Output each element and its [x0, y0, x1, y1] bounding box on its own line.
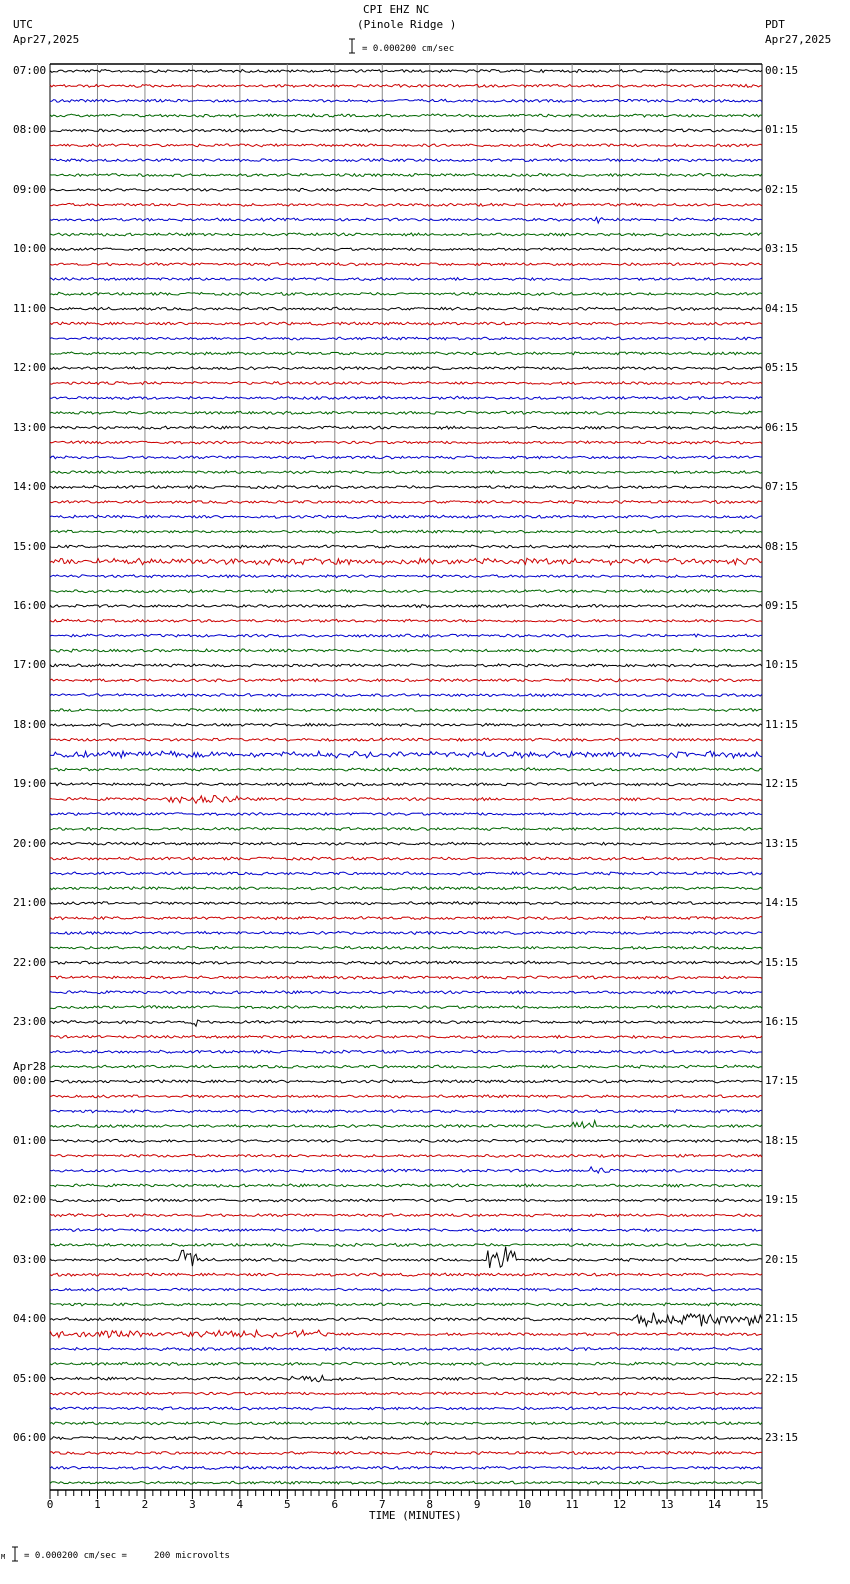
right-timezone: PDT — [765, 18, 785, 31]
seismic-trace — [50, 396, 762, 399]
seismic-trace — [50, 1035, 762, 1038]
seismic-trace — [50, 1020, 762, 1026]
x-tick-label: 5 — [284, 1498, 291, 1511]
utc-hour-label: 18:00 — [13, 717, 47, 731]
utc-hour-label: 00:00 — [13, 1074, 47, 1088]
seismic-trace — [50, 558, 762, 565]
utc-hour-label: 15:00 — [13, 539, 47, 553]
seismic-trace — [50, 500, 762, 503]
left-timezone: UTC — [13, 18, 33, 31]
seismic-trace — [50, 1313, 762, 1327]
seismic-trace — [50, 307, 762, 310]
pdt-hour-label: 13:15 — [765, 836, 799, 850]
footer-scale-text: = 0.000200 cm/sec = 200 microvolts — [24, 1551, 230, 1561]
utc-hour-label: 22:00 — [13, 955, 47, 969]
pdt-hour-label: 19:15 — [765, 1193, 799, 1207]
seismic-trace — [50, 545, 762, 548]
seismic-trace — [50, 946, 762, 949]
seismic-trace — [50, 1110, 762, 1113]
pdt-hour-label: 17:15 — [765, 1074, 799, 1088]
seismic-trace — [50, 1330, 762, 1338]
seismic-trace — [50, 1214, 762, 1217]
seismic-trace — [50, 426, 762, 429]
seismic-trace — [50, 411, 762, 414]
utc-hour-label: 06:00 — [13, 1431, 47, 1445]
pdt-hour-label: 06:15 — [765, 420, 799, 434]
seismic-trace — [50, 1362, 762, 1365]
seismic-trace — [50, 1050, 762, 1053]
pdt-hour-label: 18:15 — [765, 1133, 799, 1147]
x-tick-label: 6 — [331, 1498, 339, 1511]
seismic-trace — [50, 1080, 762, 1083]
utc-hour-label: 01:00 — [13, 1133, 47, 1147]
utc-hour-label: 11:00 — [13, 301, 47, 315]
seismic-trace — [50, 887, 762, 890]
utc-hour-label: 10:00 — [13, 242, 47, 256]
seismic-trace — [50, 292, 762, 295]
pdt-hour-label: 08:15 — [765, 539, 799, 553]
utc-hour-label: 04:00 — [13, 1312, 47, 1326]
seismic-trace — [50, 1006, 762, 1009]
seismic-trace — [50, 1243, 762, 1246]
pdt-hour-label: 09:15 — [765, 598, 799, 612]
station-title: CPI EHZ NC — [363, 3, 430, 16]
utc-hour-label: 03:00 — [13, 1252, 47, 1266]
seismic-trace — [50, 783, 762, 786]
seismic-trace — [50, 114, 762, 117]
x-tick-label: 10 — [518, 1498, 532, 1511]
seismic-trace — [50, 796, 762, 804]
utc-hour-label: 12:00 — [13, 361, 47, 375]
seismic-trace — [50, 1451, 762, 1454]
seismic-trace — [50, 1065, 762, 1068]
pdt-hour-label: 20:15 — [765, 1252, 799, 1266]
seismic-trace — [50, 917, 762, 920]
seismic-trace — [50, 1347, 762, 1350]
pdt-hour-label: 00:15 — [765, 64, 799, 77]
utc-hour-label: 05:00 — [13, 1371, 47, 1385]
seismic-trace — [50, 1437, 762, 1440]
pdt-hour-label: 12:15 — [765, 777, 799, 791]
seismic-trace — [50, 679, 762, 682]
seismic-trace — [50, 337, 762, 340]
pdt-hour-label: 03:15 — [765, 242, 799, 256]
seismic-trace — [50, 619, 762, 622]
seismic-trace — [50, 530, 762, 533]
seismic-trace — [50, 1247, 762, 1269]
header-scale-text: = 0.000200 cm/sec — [362, 44, 455, 54]
seismic-trace — [50, 233, 762, 236]
x-tick-label: 8 — [426, 1498, 434, 1511]
seismic-trace — [50, 738, 762, 741]
utc-hour-label: 02:00 — [13, 1193, 47, 1207]
seismic-trace — [50, 1466, 762, 1469]
seismic-trace — [50, 768, 762, 771]
x-axis-label: TIME (MINUTES) — [369, 1509, 462, 1522]
pdt-hour-label: 14:15 — [765, 896, 799, 910]
seismic-trace — [50, 1229, 762, 1232]
seismic-trace — [50, 827, 762, 830]
date-change-label: Apr28 — [13, 1060, 47, 1074]
seismic-trace — [50, 649, 762, 652]
seismic-trace — [50, 188, 762, 191]
seismic-trace — [50, 441, 762, 444]
utc-hour-label: 20:00 — [13, 836, 47, 850]
x-tick-label: 3 — [189, 1498, 196, 1511]
seismic-trace — [50, 1139, 762, 1142]
seismic-trace — [50, 203, 762, 206]
pdt-hour-label: 21:15 — [765, 1312, 799, 1326]
x-tick-label: 12 — [612, 1498, 627, 1511]
utc-hour-label: 07:00 — [13, 64, 47, 77]
seismic-trace — [50, 1184, 762, 1187]
seismic-trace — [50, 174, 762, 177]
pdt-hour-label: 11:15 — [765, 717, 799, 731]
seismic-trace — [50, 1407, 762, 1410]
seismic-trace — [50, 902, 762, 905]
seismic-trace — [50, 456, 762, 459]
seismic-trace — [50, 278, 762, 281]
seismic-trace — [50, 1375, 762, 1381]
seismic-trace — [50, 1199, 762, 1202]
seismic-trace — [50, 515, 762, 518]
seismic-trace — [50, 1392, 762, 1395]
seismic-trace — [50, 604, 762, 607]
seismic-trace — [50, 99, 762, 102]
seismic-trace — [50, 751, 762, 758]
seismic-trace — [50, 144, 762, 147]
seismic-trace — [50, 1273, 762, 1276]
seismic-trace — [50, 70, 762, 73]
x-tick-label: 1 — [94, 1498, 101, 1511]
x-tick-label: 9 — [473, 1498, 481, 1511]
utc-hour-label: 13:00 — [13, 420, 47, 434]
left-date: Apr27,2025 — [13, 33, 80, 46]
seismic-trace — [50, 129, 762, 132]
seismic-trace — [50, 694, 762, 697]
seismic-trace — [50, 991, 762, 994]
seismic-trace — [50, 813, 762, 816]
seismic-trace — [50, 961, 762, 964]
seismic-trace — [50, 1422, 762, 1425]
seismic-trace — [50, 1154, 762, 1157]
seismic-trace — [50, 709, 762, 712]
x-tick-label: 14 — [707, 1498, 722, 1511]
utc-hour-label: 17:00 — [13, 658, 47, 672]
seismic-trace — [50, 217, 762, 223]
seismic-trace — [50, 84, 762, 87]
pdt-hour-label: 16:15 — [765, 1015, 799, 1029]
pdt-hour-label: 10:15 — [765, 658, 799, 672]
utc-hour-label: 09:00 — [13, 182, 47, 196]
seismic-trace — [50, 382, 762, 385]
pdt-hour-label: 05:15 — [765, 361, 799, 375]
x-tick-label: 11 — [565, 1498, 579, 1511]
seismic-trace — [50, 634, 762, 637]
pdt-hour-label: 04:15 — [765, 301, 799, 315]
utc-hour-label: 21:00 — [13, 896, 47, 910]
seismic-trace — [50, 1095, 762, 1098]
seismic-trace — [50, 1288, 762, 1291]
seismic-trace — [50, 1481, 762, 1484]
seismic-trace — [50, 322, 762, 325]
x-tick-label: 2 — [141, 1498, 149, 1511]
pdt-hour-label: 23:15 — [765, 1431, 799, 1445]
x-tick-label: 13 — [660, 1498, 674, 1511]
pdt-hour-label: 07:15 — [765, 480, 799, 494]
seismic-trace — [50, 872, 762, 875]
seismic-trace — [50, 486, 762, 489]
x-tick-label: 15 — [755, 1498, 769, 1511]
utc-hour-label: 23:00 — [13, 1015, 47, 1029]
seismic-trace — [50, 367, 762, 370]
utc-hour-label: 14:00 — [13, 480, 47, 494]
seismic-trace — [50, 590, 762, 593]
seismic-trace — [50, 263, 762, 266]
seismic-trace — [50, 352, 762, 355]
pdt-hour-label: 15:15 — [765, 955, 799, 969]
x-tick-label: 7 — [378, 1498, 386, 1511]
x-tick-label: 4 — [236, 1498, 244, 1511]
seismic-trace — [50, 976, 762, 979]
seismic-trace — [50, 664, 762, 667]
utc-hour-label: 08:00 — [13, 123, 47, 137]
seismic-trace — [50, 471, 762, 474]
seismic-trace — [50, 1303, 762, 1306]
station-name: (Pinole Ridge ) — [357, 18, 457, 31]
seismic-trace — [50, 248, 762, 251]
utc-hour-label: 19:00 — [13, 777, 47, 791]
seismic-trace — [50, 159, 762, 162]
seismic-trace — [50, 857, 762, 860]
utc-hour-label: 16:00 — [13, 598, 47, 612]
seismic-trace — [50, 1167, 762, 1173]
seismic-trace — [50, 1121, 762, 1129]
pdt-hour-label: 01:15 — [765, 123, 799, 137]
footer-mark: M — [1, 1553, 6, 1561]
seismic-trace — [50, 723, 762, 726]
right-date: Apr27,2025 — [765, 33, 832, 46]
pdt-hour-label: 22:15 — [765, 1371, 799, 1385]
seismic-trace — [50, 575, 762, 578]
seismic-trace — [50, 931, 762, 934]
pdt-hour-label: 02:15 — [765, 182, 799, 196]
seismic-trace — [50, 842, 762, 845]
x-tick-label: 0 — [46, 1498, 54, 1511]
